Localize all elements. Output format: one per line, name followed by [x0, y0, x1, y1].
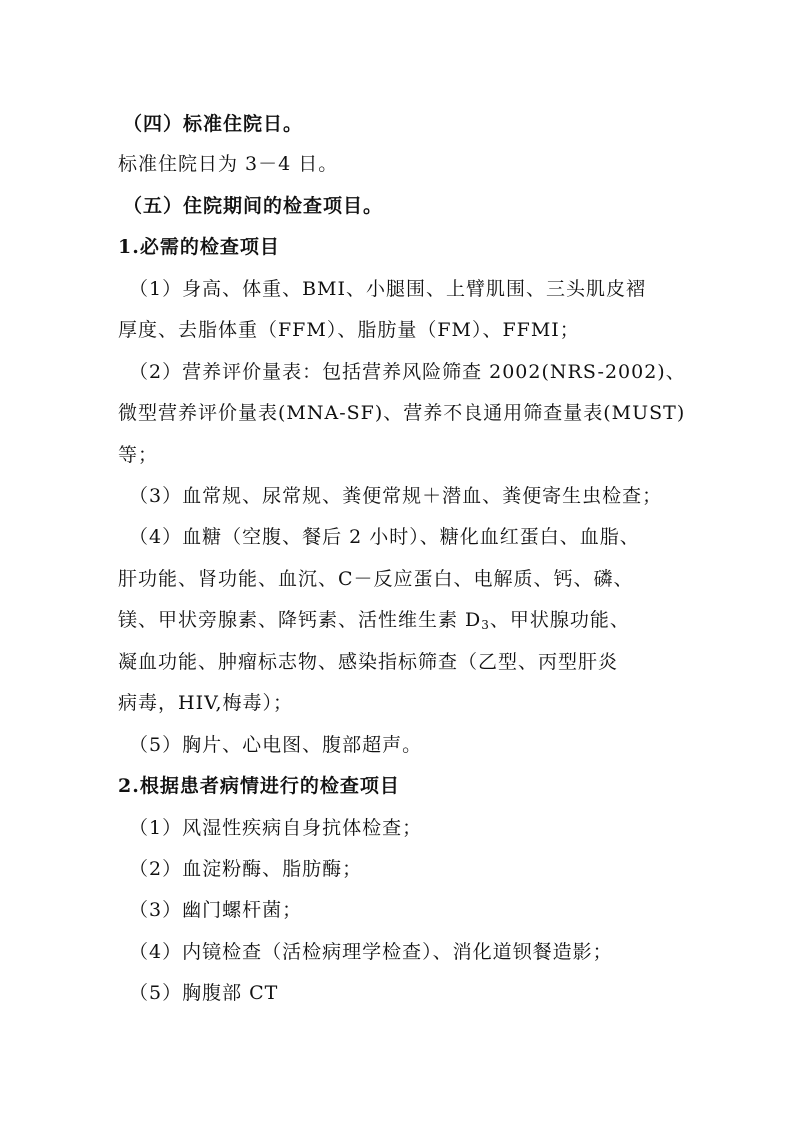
list-item: （1）身高、体重、BMI、小腿围、上臂肌围、三头肌皮褶: [129, 278, 647, 300]
subsection-heading-1: 1.必需的检查项目: [118, 236, 280, 258]
line-text: 、甲状腺功能、: [489, 609, 630, 631]
list-item-continuation: 凝血功能、肿瘤标志物、感染指标筛查（乙型、丙型肝炎: [118, 651, 619, 673]
list-item-continuation: 厚度、去脂体重（FFM）、脂肪量（FM）、FFMI；: [118, 319, 580, 341]
subscript: 3: [481, 618, 490, 632]
list-item: （4）内镜检查（活检病理学检查）、消化道钡餐造影；: [129, 941, 613, 963]
paragraph-line: 标准住院日为 3－4 日。: [118, 153, 339, 175]
list-item-continuation: [118, 608, 630, 632]
list-item: （2）营养评价量表：包括营养风险筛查 2002(NRS-2002)、: [129, 361, 686, 383]
subsection-heading-2: 2.根据患者病情进行的检查项目: [118, 775, 400, 797]
list-item-continuation: 微型营养评价量表(MNA-SF)、营养不良通用筛查量表(MUST): [118, 402, 686, 424]
list-item: （5）胸片、心电图、腹部超声。: [129, 734, 423, 756]
list-item-continuation: 等；: [118, 444, 159, 466]
line-text: 镁、甲状旁腺素、降钙素、活性维生素 D: [118, 609, 482, 631]
list-item-continuation: 病毒，HIV,梅毒）；: [118, 692, 294, 714]
section-heading-4: （四）标准住院日。: [123, 113, 304, 135]
list-item-continuation: 肝功能、肾功能、血沉、C－反应蛋白、电解质、钙、磷、: [118, 568, 634, 590]
list-item: （3）幽门螺杆菌；: [129, 899, 303, 921]
list-item: （2）血淀粉酶、脂肪酶；: [129, 858, 363, 880]
list-item: （1）风湿性疾病自身抗体检查；: [129, 817, 423, 839]
list-item: （5）胸腹部 CT: [129, 982, 279, 1004]
list-item: （4）血糖（空腹、餐后 2 小时）、糖化血红蛋白、血脂、: [129, 526, 640, 548]
section-heading-5: （五）住院期间的检查项目。: [123, 195, 384, 217]
list-item: （3）血常规、尿常规、粪便常规＋潜血、粪便寄生虫检查；: [129, 485, 663, 507]
